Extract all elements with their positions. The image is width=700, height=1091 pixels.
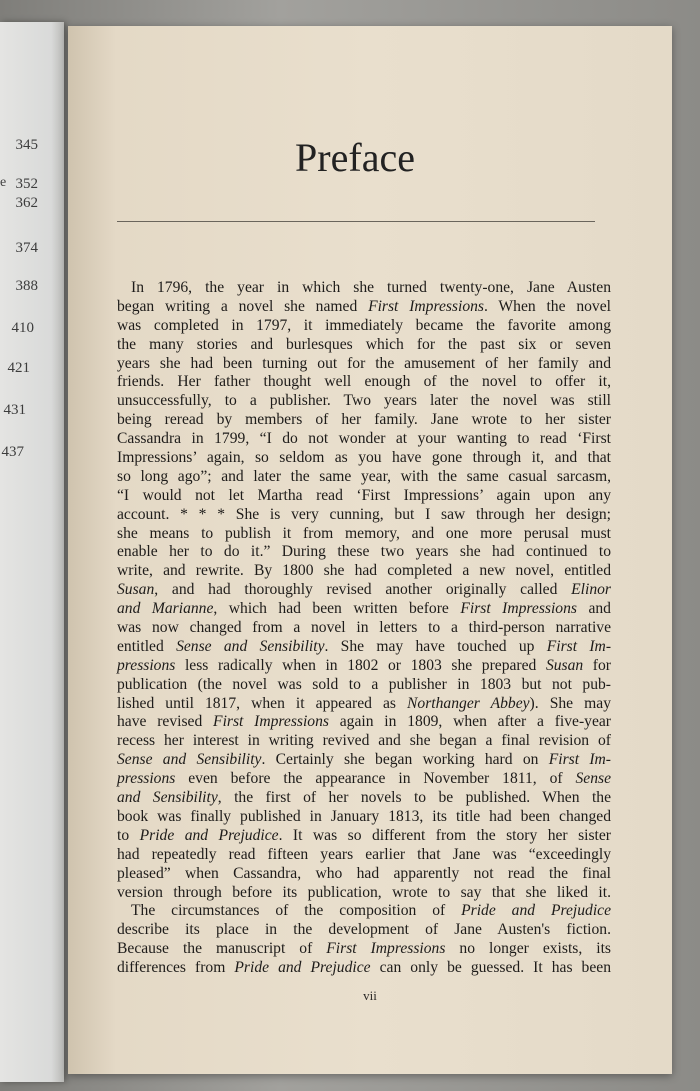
- text-line: [117, 619, 611, 638]
- text-segment: Cassandra in 1799, “I do not wonder at your wanting to read ‘First: [117, 430, 611, 448]
- text-line: [117, 373, 611, 392]
- text-line: [117, 317, 611, 336]
- italic-title-text: and Marianne: [117, 600, 214, 618]
- text-line: [117, 827, 611, 846]
- toc-page-number: 410: [11, 320, 34, 336]
- text-segment: ). She may: [529, 694, 611, 712]
- text-line: [117, 865, 611, 884]
- text-line: [117, 581, 611, 600]
- text-segment: publication (the novel was sold to a publisher in 1803 but not pub-: [117, 675, 611, 693]
- toc-page-number: 388: [15, 278, 38, 294]
- text-segment: , the first of her novels to be published. When the: [217, 789, 611, 807]
- toc-page-number: 421: [7, 360, 30, 376]
- text-line: [117, 921, 611, 940]
- text-line: [117, 732, 611, 751]
- text-segment: write, and rewrite. By 1800 she had completed a new novel, entitled: [117, 562, 611, 580]
- text-segment: and: [576, 600, 611, 618]
- text-line: [117, 600, 611, 619]
- text-line: [117, 506, 611, 525]
- text-segment: . It was so different from the story her sister: [278, 826, 611, 844]
- page-number: vii: [363, 988, 377, 1003]
- italic-title-text: and Sensibility: [117, 789, 218, 807]
- toc-page-number: 374: [15, 240, 38, 256]
- italic-title-text: Northanger Abbey: [407, 694, 530, 712]
- text-segment: was completed in 1797, it immediately became the favorite among: [117, 316, 611, 334]
- text-line: [117, 940, 611, 959]
- text-segment: account. * * * She is very cunning, but I saw through her design;: [117, 505, 611, 523]
- italic-title-text: First Impressions: [213, 713, 329, 731]
- toc-page-number: 345: [15, 137, 38, 153]
- text-segment: had repeatedly read fifteen years earlier that Jane was “exceedingly: [117, 845, 611, 863]
- text-segment: . Certainly she began working hard on: [261, 751, 549, 769]
- text-segment: for: [583, 656, 611, 674]
- italic-title-text: Susan: [117, 581, 155, 599]
- text-segment: unsuccessfully, to a publisher. Two years later the novel was still: [117, 392, 611, 410]
- toc-page-number: 362: [15, 195, 38, 211]
- text-segment: the many stories and burlesques which for the past six or seven: [117, 335, 611, 353]
- text-segment: version through before its publication, wrote to say that she liked it.: [117, 883, 611, 901]
- text-line: [117, 770, 611, 789]
- text-line: [117, 676, 611, 695]
- text-segment: recess her interest in writing revived and she began a final revision of: [117, 732, 611, 750]
- text-segment: . When the novel: [484, 297, 611, 315]
- text-line: [117, 713, 611, 732]
- text-line: [117, 336, 611, 355]
- text-line: [117, 279, 611, 298]
- text-line: [117, 789, 611, 808]
- italic-title-text: Sense: [575, 770, 611, 788]
- italic-title-text: pressions: [117, 770, 176, 788]
- italic-title-text: First Impressions: [368, 297, 484, 315]
- text-segment: so long ago”; and later the same year, with the same casual sarcasm,: [117, 467, 611, 485]
- text-segment: to: [117, 826, 140, 844]
- text-line: [117, 468, 611, 487]
- text-segment: friends. Her father thought well enough of the novel to offer it,: [117, 373, 611, 391]
- text-line: [117, 562, 611, 581]
- text-segment: less radically when in 1802 or 1803 she prepared: [175, 656, 546, 674]
- text-line: [117, 449, 611, 468]
- text-segment: she means to publish it from memory, and one more perusal must: [117, 524, 611, 542]
- text-line: [117, 884, 611, 903]
- text-segment: entitled: [117, 637, 177, 655]
- text-line: [117, 411, 611, 430]
- preface-body: [117, 279, 611, 978]
- text-segment: , which had been written before: [213, 600, 461, 618]
- title-rule: [117, 221, 595, 222]
- text-line: [117, 430, 611, 449]
- text-line: [117, 298, 611, 317]
- text-segment: can only be guessed. It has been: [370, 959, 611, 977]
- text-segment: being reread by members of her family. Jane wrote to her sister: [117, 411, 611, 429]
- italic-title-text: Sense and Sensibility: [176, 637, 325, 655]
- text-segment: , and had thoroughly revised another originally called: [154, 581, 572, 599]
- text-line: [117, 751, 611, 770]
- italic-title-text: First Impressions: [460, 600, 577, 618]
- text-segment: book was finally published in January 1813, its title had been changed: [117, 807, 611, 825]
- italic-title-text: Sense and Sensibility: [117, 751, 262, 769]
- text-segment: was now changed from a novel in letters to a third-person narrative: [117, 619, 611, 637]
- text-line: [117, 543, 611, 562]
- text-segment: years she had been turning out for the amusement of her family and: [117, 354, 611, 372]
- toc-page-number: 437: [1, 444, 24, 460]
- text-segment: pleased” when Cassandra, who had apparently not read the final: [117, 864, 611, 882]
- italic-title-text: First Im-: [546, 637, 612, 655]
- italic-title-text: Pride and Prejudice: [139, 826, 279, 844]
- text-line: [117, 846, 611, 865]
- text-segment: differences from: [117, 959, 235, 977]
- italic-title-text: Susan: [545, 656, 584, 674]
- text-segment: Impressions’ again, so seldom as you have gone through it, and that: [117, 449, 611, 467]
- text-segment: Because the manuscript of: [117, 940, 327, 958]
- italic-title-text: Pride and Prejudice: [234, 959, 371, 977]
- text-line: [117, 355, 611, 374]
- text-segment: began writing a novel she named: [117, 297, 369, 315]
- italic-title-text: First Im-: [548, 751, 612, 769]
- text-segment: “I would not let Martha read ‘First Impressions’ again upon any: [117, 486, 611, 504]
- text-segment: enable her to do it.” During these two years she had continued to: [117, 543, 611, 561]
- text-line: [117, 638, 611, 657]
- left-page: [0, 22, 64, 1082]
- italic-title-text: Pride and Prejudice: [461, 902, 612, 920]
- italic-title-text: pressions: [117, 656, 176, 674]
- text-segment: even before the appearance in November 1811, of: [175, 770, 576, 788]
- text-line: [117, 959, 611, 978]
- text-segment: lished until 1817, when it appeared as: [117, 694, 408, 712]
- text-segment: . She may have touched up: [324, 637, 547, 655]
- text-segment: have revised: [117, 713, 214, 731]
- text-segment: again in 1809, when after a five-year: [328, 713, 611, 731]
- italic-title-text: First Impressions: [326, 940, 446, 958]
- partial-letter: e: [0, 175, 7, 190]
- text-line: [117, 657, 611, 676]
- text-segment: The circumstances of the composition of: [131, 902, 462, 920]
- text-segment: describe its place in the development of Jane Austen's fiction.: [117, 921, 611, 939]
- text-line: [117, 525, 611, 544]
- text-line: [117, 487, 611, 506]
- toc-page-number: 352: [15, 176, 38, 192]
- italic-title-text: Elinor: [571, 581, 611, 599]
- text-segment: In 1796, the year in which she turned twenty-one, Jane Austen: [131, 279, 611, 296]
- toc-page-number: 431: [3, 402, 26, 418]
- text-line: [117, 392, 611, 411]
- text-segment: no longer exists, its: [445, 940, 611, 958]
- page-title: Preface: [295, 135, 415, 180]
- book-page: [68, 26, 672, 1074]
- text-line: [117, 902, 611, 921]
- text-line: [117, 695, 611, 714]
- text-line: [117, 808, 611, 827]
